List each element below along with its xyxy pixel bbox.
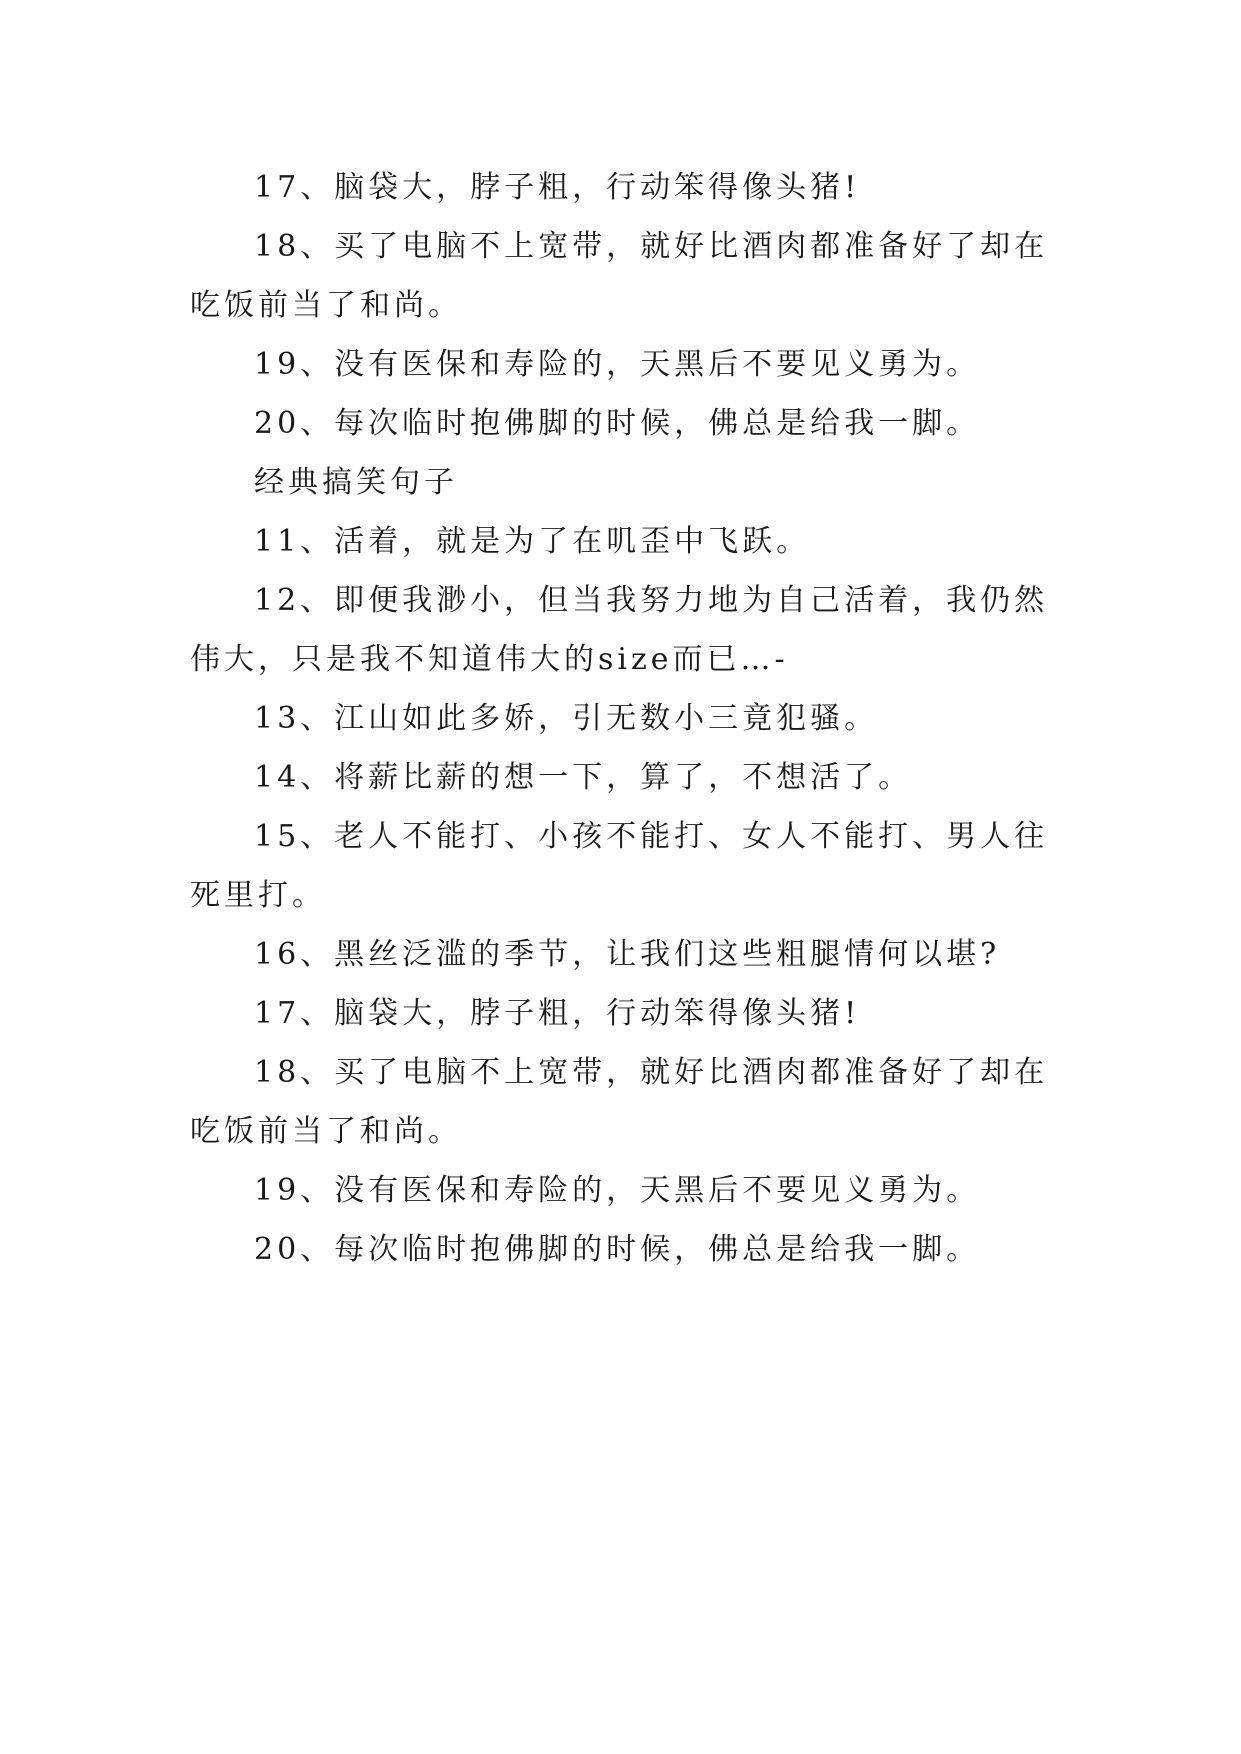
paragraph-16: 16、黑丝泛滥的季节，让我们这些粗腿情何以堪?: [254, 937, 1001, 972]
paragraph-18-first: 18、买了电脑不上宽带，就好比酒肉都准备好了却在吃饭前当了和尚。: [190, 229, 1049, 323]
paragraph-12: 12、即便我渺小，但当我努力地为自己活着，我仍然伟大，只是我不知道伟大的size而已…-: [190, 583, 1049, 677]
paragraph-13: 13、江山如此多娇，引无数小三竟犯骚。: [254, 701, 879, 736]
paragraph-20-first: 20、每次临时抱佛脚的时候，佛总是给我一脚。: [254, 406, 981, 441]
paragraph-15: 15、老人不能打、小孩不能打、女人不能打、男人往死里打。: [190, 819, 1049, 913]
paragraph-11: 11、活着，就是为了在叽歪中飞跃。: [254, 524, 811, 559]
paragraph-17-second: 17、脑袋大，脖子粗，行动笨得像头猪!: [254, 996, 861, 1031]
paragraph-14: 14、将薪比薪的想一下，算了，不想活了。: [254, 760, 913, 795]
paragraph-19-second: 19、没有医保和寿险的，天黑后不要见义勇为。: [254, 1173, 981, 1208]
paragraph-20-second: 20、每次临时抱佛脚的时候，佛总是给我一脚。: [254, 1232, 981, 1267]
paragraph-17-first: 17、脑袋大，脖子粗，行动笨得像头猪!: [254, 170, 861, 205]
paragraph-19-first: 19、没有医保和寿险的，天黑后不要见义勇为。: [254, 347, 981, 382]
paragraph-18-second: 18、买了电脑不上宽带，就好比酒肉都准备好了却在吃饭前当了和尚。: [190, 1055, 1049, 1149]
document-body: [190, 158, 1062, 1279]
section-heading: 经典搞笑句子: [254, 465, 458, 500]
